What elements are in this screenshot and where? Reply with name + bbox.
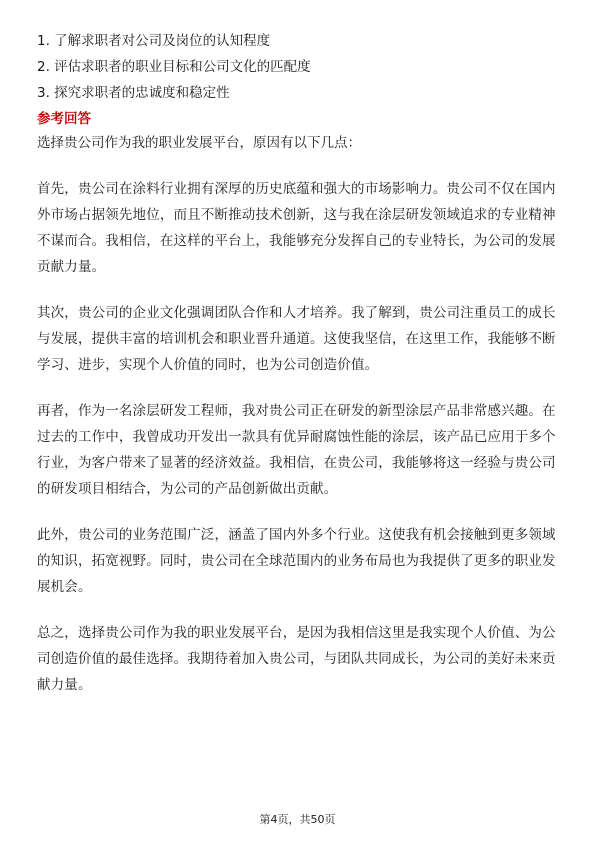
question-item-1: 1. 了解求职者对公司及岗位的认知程度 xyxy=(37,33,271,49)
answer-paragraph-4: 此外，贵公司的业务范围广泛，涵盖了国内外多个行业。这使我有机会接触到更多领域的知识，拓宽视野。同时，贵公司在全球范围内的业务布局也为我提供了更多的职业发展机会。 xyxy=(37,527,556,595)
page-number: 第4页，共50页 xyxy=(259,813,336,826)
answer-paragraph-3: 再者，作为一名涂层研发工程师，我对贵公司正在研发的新型涂层产品非常感兴趣。在过去的工作中，我曾成功开发出一款具有优异耐腐蚀性能的涂层，该产品已应用于多个行业，为客户带来了显著的经济效益。我相信，在贵公司，我能够将这一经验与贵公司的研发项目相结合，为公司的产品创新做出贡献。 xyxy=(37,403,556,497)
answer-paragraph-1: 首先，贵公司在涂料行业拥有深厚的历史底蕴和强大的市场影响力。贵公司不仅在国内外市场占据领先地位，而且不断推动技术创新，这与我在涂层研发领域追求的专业精神不谋而合。我相信，在这样的平台上，我能够充分发挥自己的专业特长，为公司的发展贡献力量。 xyxy=(37,181,556,275)
question-item-3: 3. 探究求职者的忠诚度和稳定性 xyxy=(37,85,230,101)
answer-intro: 选择贵公司作为我的职业发展平台，原因有以下几点： xyxy=(37,135,361,151)
page-content xyxy=(37,28,559,718)
answer-paragraph-2: 其次，贵公司的企业文化强调团队合作和人才培养。我了解到，贵公司注重员工的成长与发展，提供丰富的培训机会和职业晋升通道。这使我坚信，在这里工作，我能够不断学习、进步，实现个人价值的同时，也为公司创造价值。 xyxy=(37,305,556,373)
answer-paragraph-5: 总之，选择贵公司作为我的职业发展平台，是因为我相信这里是我实现个人价值、为公司创造价值的最佳选择。我期待着加入贵公司，与团队共同成长，为公司的美好未来贡献力量。 xyxy=(37,625,556,693)
answer-heading: 参考回答 xyxy=(37,111,91,127)
question-item-2: 2. 评估求职者的职业目标和公司文化的匹配度 xyxy=(37,59,311,75)
